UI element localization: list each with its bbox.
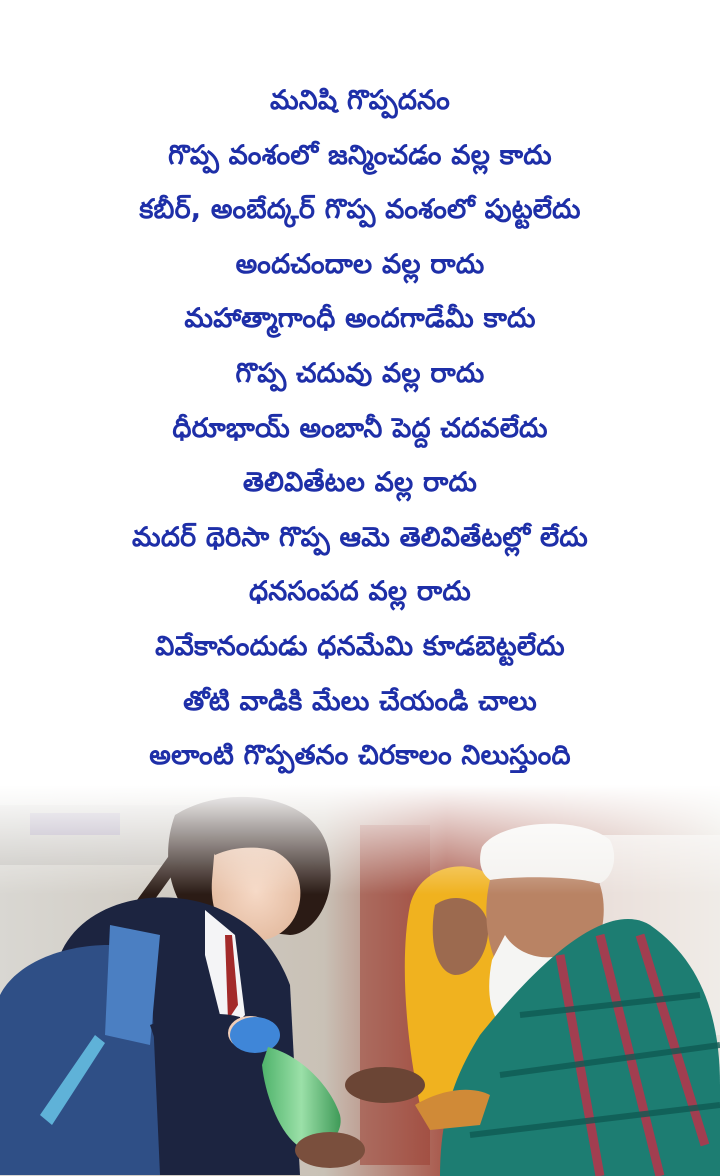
poem-line: మహాత్మాగాంధీ అందగాడేమీ కాదు [184,303,536,335]
poem-line: మదర్ థెరిసా గొప్ప ఆమె తెలివితేటల్లో లేదు [132,521,588,553]
poem-line: గొప్ప చదువు వల్ల రాదు [235,357,485,389]
photo-illustration [0,785,720,1176]
poem-line: ధనసంపద వల్ల రాదు [249,576,471,608]
charity-photo [0,785,720,1176]
poem-line: తెలివితేటల వల్ల రాదు [242,467,478,499]
poem-line: తోటి వాడికి మేలు చేయండి చాలు [183,685,537,717]
poem-line: అలాంటి గొప్పతనం చిరకాలం నిలుస్తుంది [149,740,571,772]
poem-line: ధీరూభాయ్ అంబానీ పెద్ద చదవలేదు [172,412,548,444]
poem-title: మనిషి గొప్పదనం [270,85,450,116]
poem-line: గొప్ప వంశంలో జన్మించడం వల్ల కాదు [168,139,552,171]
poem-line: వివేకానందుడు ధనమేమి కూడబెట్టలేదు [155,630,565,662]
poem-text-block [0,74,720,784]
poem-line: అందచందాల వల్ల రాదు [235,248,485,280]
poem-line: కబీర్, అంబేద్కర్ గొప్ప వంశంలో పుట్టలేదు [139,194,581,226]
